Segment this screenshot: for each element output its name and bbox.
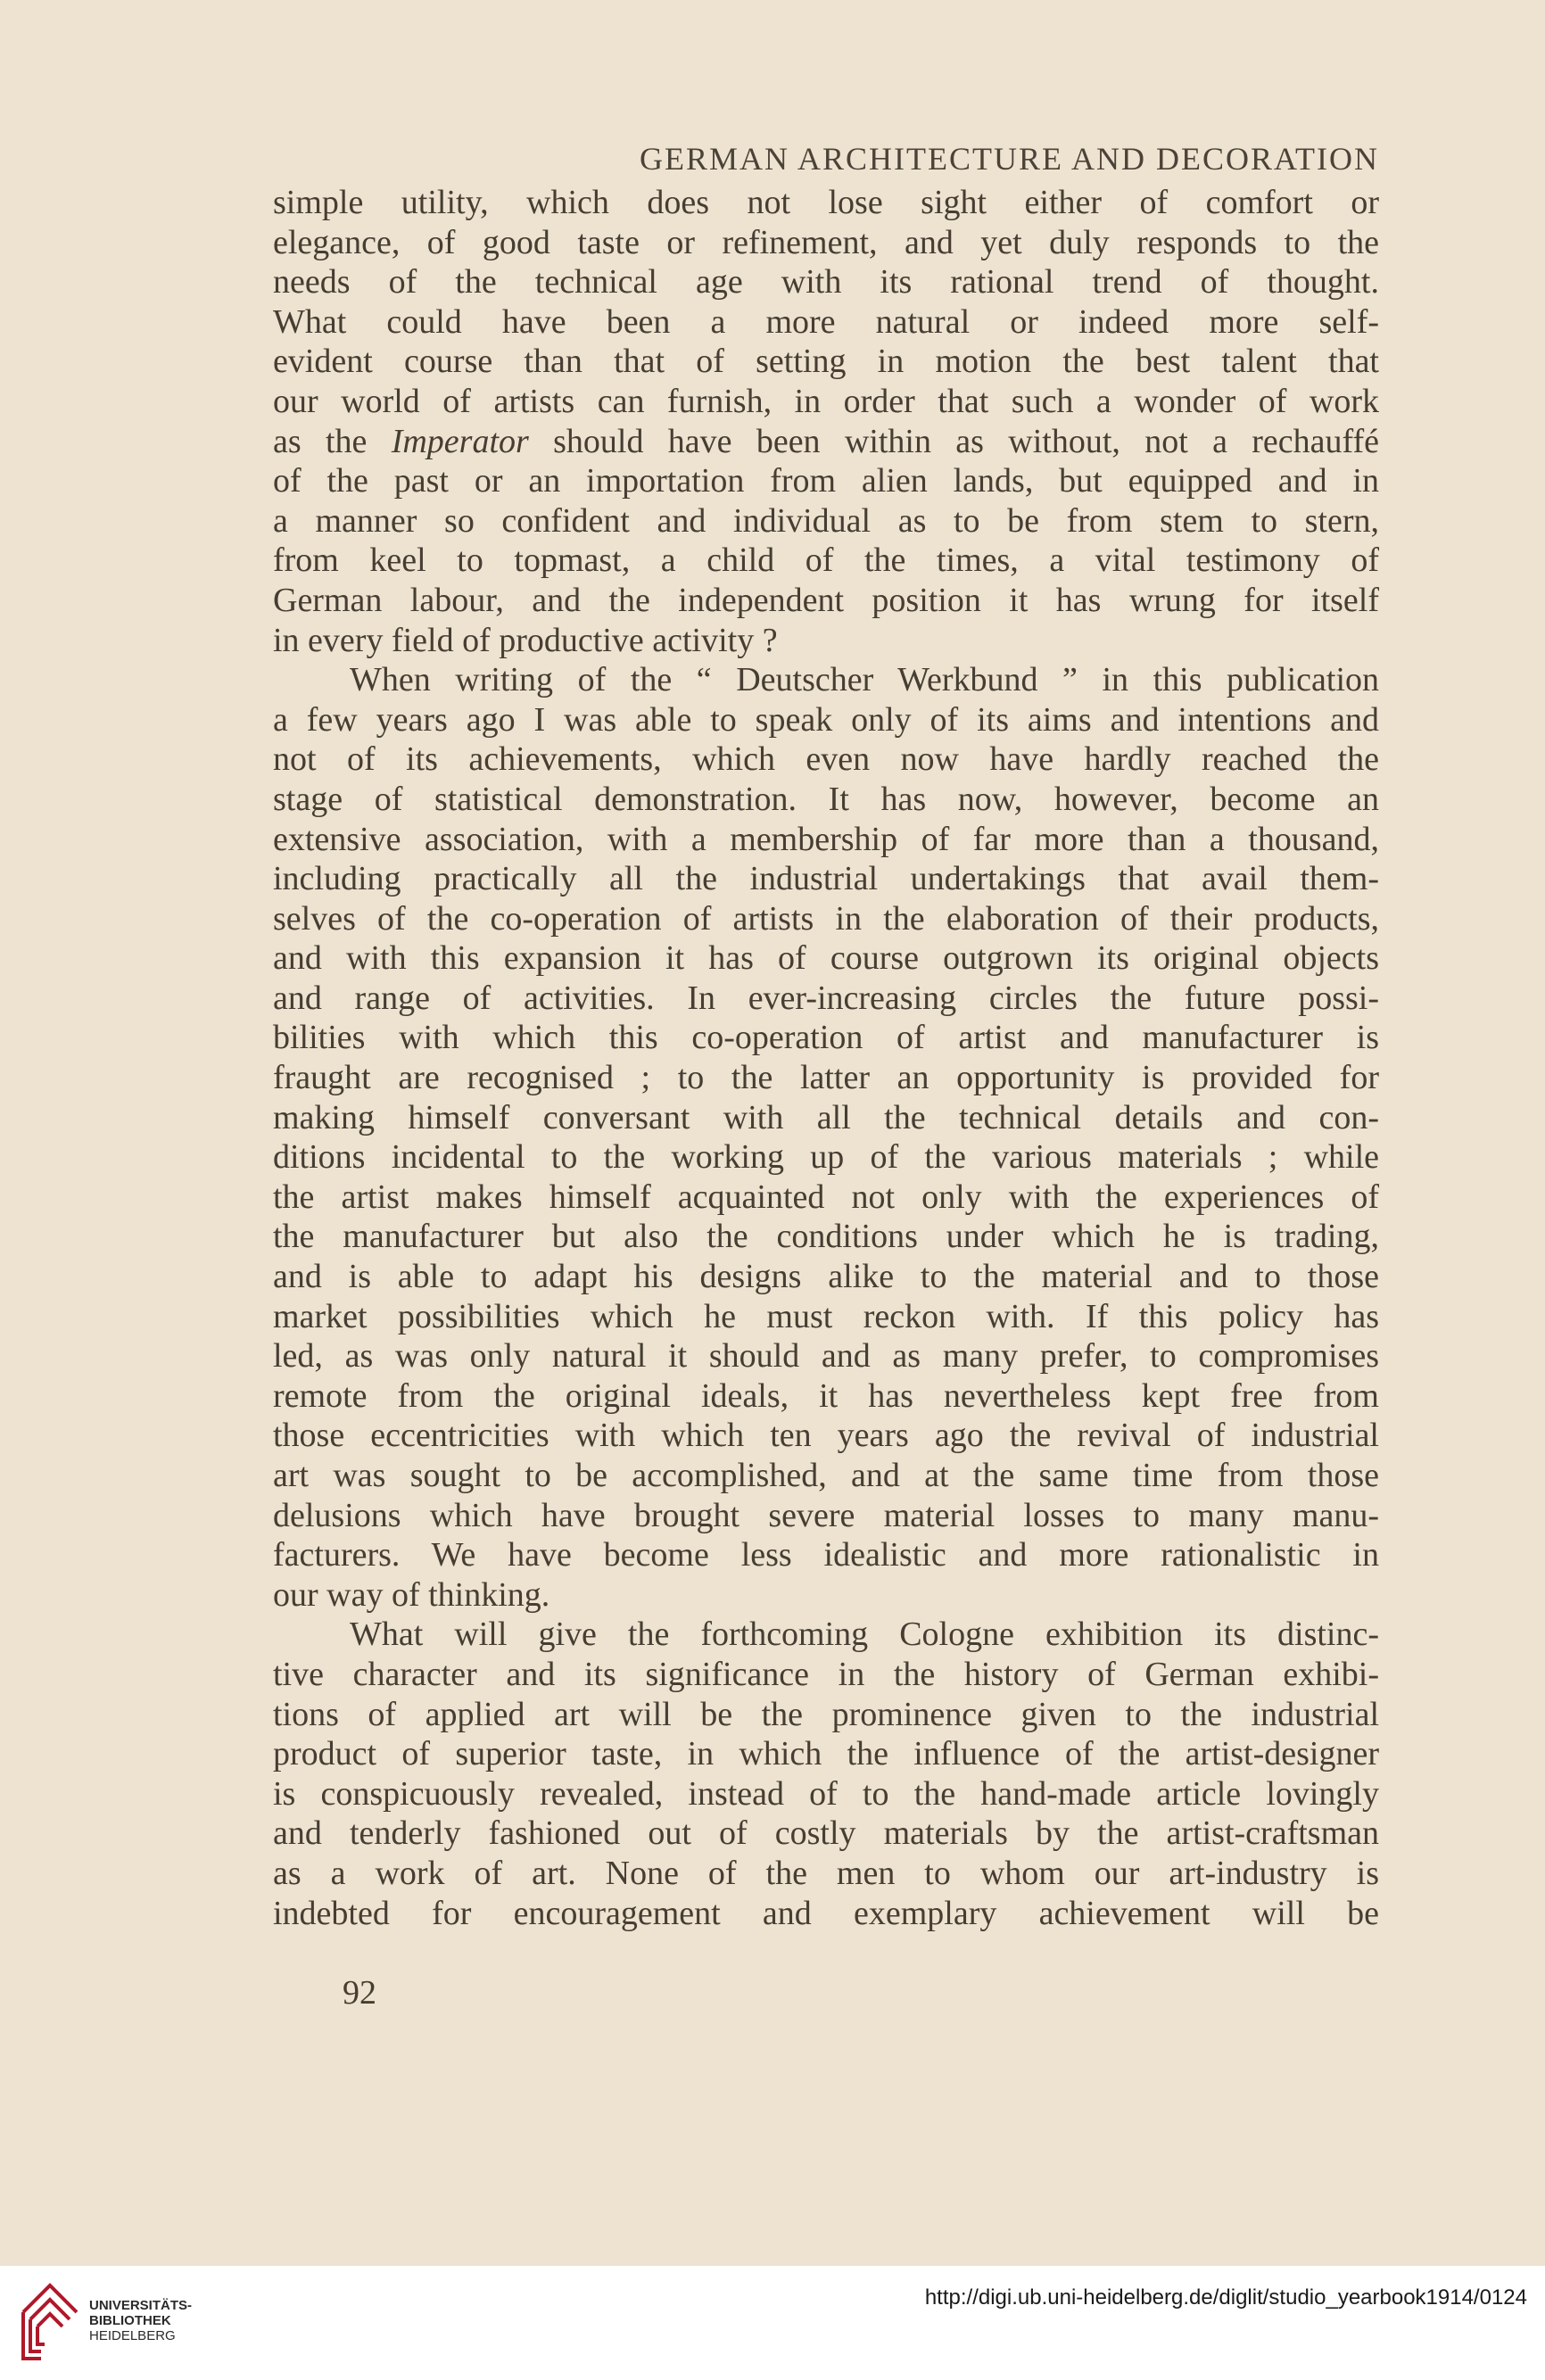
text-line: art was sought to be accomplished, and at the same time from those	[273, 1457, 1379, 1494]
text-line: led, as was only natural it should and as many prefer, to compromises	[273, 1337, 1379, 1376]
university-library-logo-icon	[14, 2277, 86, 2366]
text-line: and tenderly fashioned out of costly materials by the artist-craftsman	[273, 1814, 1379, 1853]
text-line: and range of activities. In ever-increasing circles the future possi-	[273, 979, 1379, 1017]
text-line: facturers. We have become less idealistic and more rationalistic in	[273, 1536, 1379, 1574]
text-line: as a work of art. None of the men to whom our art-industry is	[273, 1854, 1379, 1892]
text-line: bilities with which this co-operation of artist and manufacturer is	[273, 1019, 1379, 1057]
text-line: simple utility, which does not lose sight either of comfort or	[273, 184, 1379, 221]
text-line: selves of the co-operation of artists in the elaboration of their products,	[273, 899, 1379, 938]
source-url-link[interactable]: http://digi.ub.uni-heidelberg.de/diglit/studio_yearbook1914/0124	[924, 2285, 1527, 2310]
text-line: the artist makes himself acquainted not only with the experiences of	[273, 1178, 1379, 1216]
page-number: 92	[343, 1974, 376, 2012]
ship-name: Imperator	[391, 422, 529, 460]
text-line: making himself conversant with all the technical details and con-	[273, 1098, 1379, 1136]
library-name	[89, 2298, 192, 2343]
text-line: our world of artists can furnish, in order that such a wonder of work	[273, 382, 1379, 420]
text-line: remote from the original ideals, it has nevertheless kept free from	[273, 1376, 1379, 1415]
text-line: our way of thinking.	[273, 1575, 550, 1614]
text-line: What could have been a more natural or indeed more self-	[273, 302, 1379, 341]
text-line: not of its achievements, which even now have hardly reached the	[273, 740, 1379, 779]
text-line: those eccentricities with which ten years ago the revival of industrial	[273, 1417, 1379, 1455]
text-line: needs of the technical age with its rational trend of thought.	[273, 263, 1379, 302]
library-name-line3: HEIDELBERG	[89, 2328, 176, 2343]
text-line: as the Imperator should have been within as without, not a rechauffé	[273, 422, 1379, 460]
library-name-line1: UNIVERSITÄTS-	[89, 2298, 193, 2313]
text-line: a manner so confident and individual as to be from stem to stern,	[273, 501, 1379, 540]
text-line: ditions incidental to the working up of the various materials ; while	[273, 1138, 1379, 1177]
body-text	[273, 183, 1379, 1933]
running-head: GERMAN ARCHITECTURE AND DECORATION	[639, 141, 1379, 177]
text-line: fraught are recognised ; to the latter an opportunity is provided for	[273, 1059, 1379, 1097]
library-name-line2: BIBLIOTHEK	[89, 2313, 171, 2328]
text-line: stage of statistical demonstration. It has now, however, become an	[273, 780, 1379, 818]
text-line: market possibilities which he must reckon with. If this policy has	[273, 1297, 1379, 1335]
text-line: delusions which have brought severe material losses to many manu-	[273, 1496, 1379, 1534]
text-line: What will give the forthcoming Cologne exhibition its distinc-	[350, 1616, 1379, 1654]
text-line: evident course than that of setting in motion the best talent that	[273, 343, 1379, 381]
text-line: German labour, and the independent position it has wrung for itself	[273, 581, 1379, 619]
text-line: When writing of the “ Deutscher Werkbund ” in this publication	[350, 661, 1379, 699]
text-line: of the past or an importation from alien lands, but equipped and in	[273, 462, 1379, 500]
text-line: including practically all the industrial undertakings that avail them-	[273, 860, 1379, 898]
text-line: tive character and its significance in the history of German exhibi-	[273, 1655, 1379, 1693]
text-line: a few years ago I was able to speak only of its aims and intentions and	[273, 700, 1379, 739]
text-line: the manufacturer but also the conditions under which he is trading,	[273, 1218, 1379, 1256]
footer-bar	[0, 2266, 1545, 2380]
text-line: tions of applied art will be the prominence given to the industrial	[273, 1695, 1379, 1733]
text-line: indebted for encouragement and exemplary achievement will be	[273, 1894, 1379, 1932]
text-line: and is able to adapt his designs alike to the material and to those	[273, 1258, 1379, 1296]
text-line: product of superior taste, in which the influence of the artist-designer	[273, 1735, 1379, 1773]
text-line: from keel to topmast, a child of the times, a vital testimony of	[273, 541, 1379, 580]
text-line: is conspicuously revealed, instead of to the hand-made article lovingly	[273, 1774, 1379, 1813]
text-line: in every field of productive activity ?	[273, 621, 778, 659]
text-line: elegance, of good taste or refinement, and yet duly responds to the	[273, 223, 1379, 261]
text-line: and with this expansion it has of course outgrown its original objects	[273, 939, 1379, 978]
text-line: extensive association, with a membership of far more than a thousand,	[273, 820, 1379, 858]
